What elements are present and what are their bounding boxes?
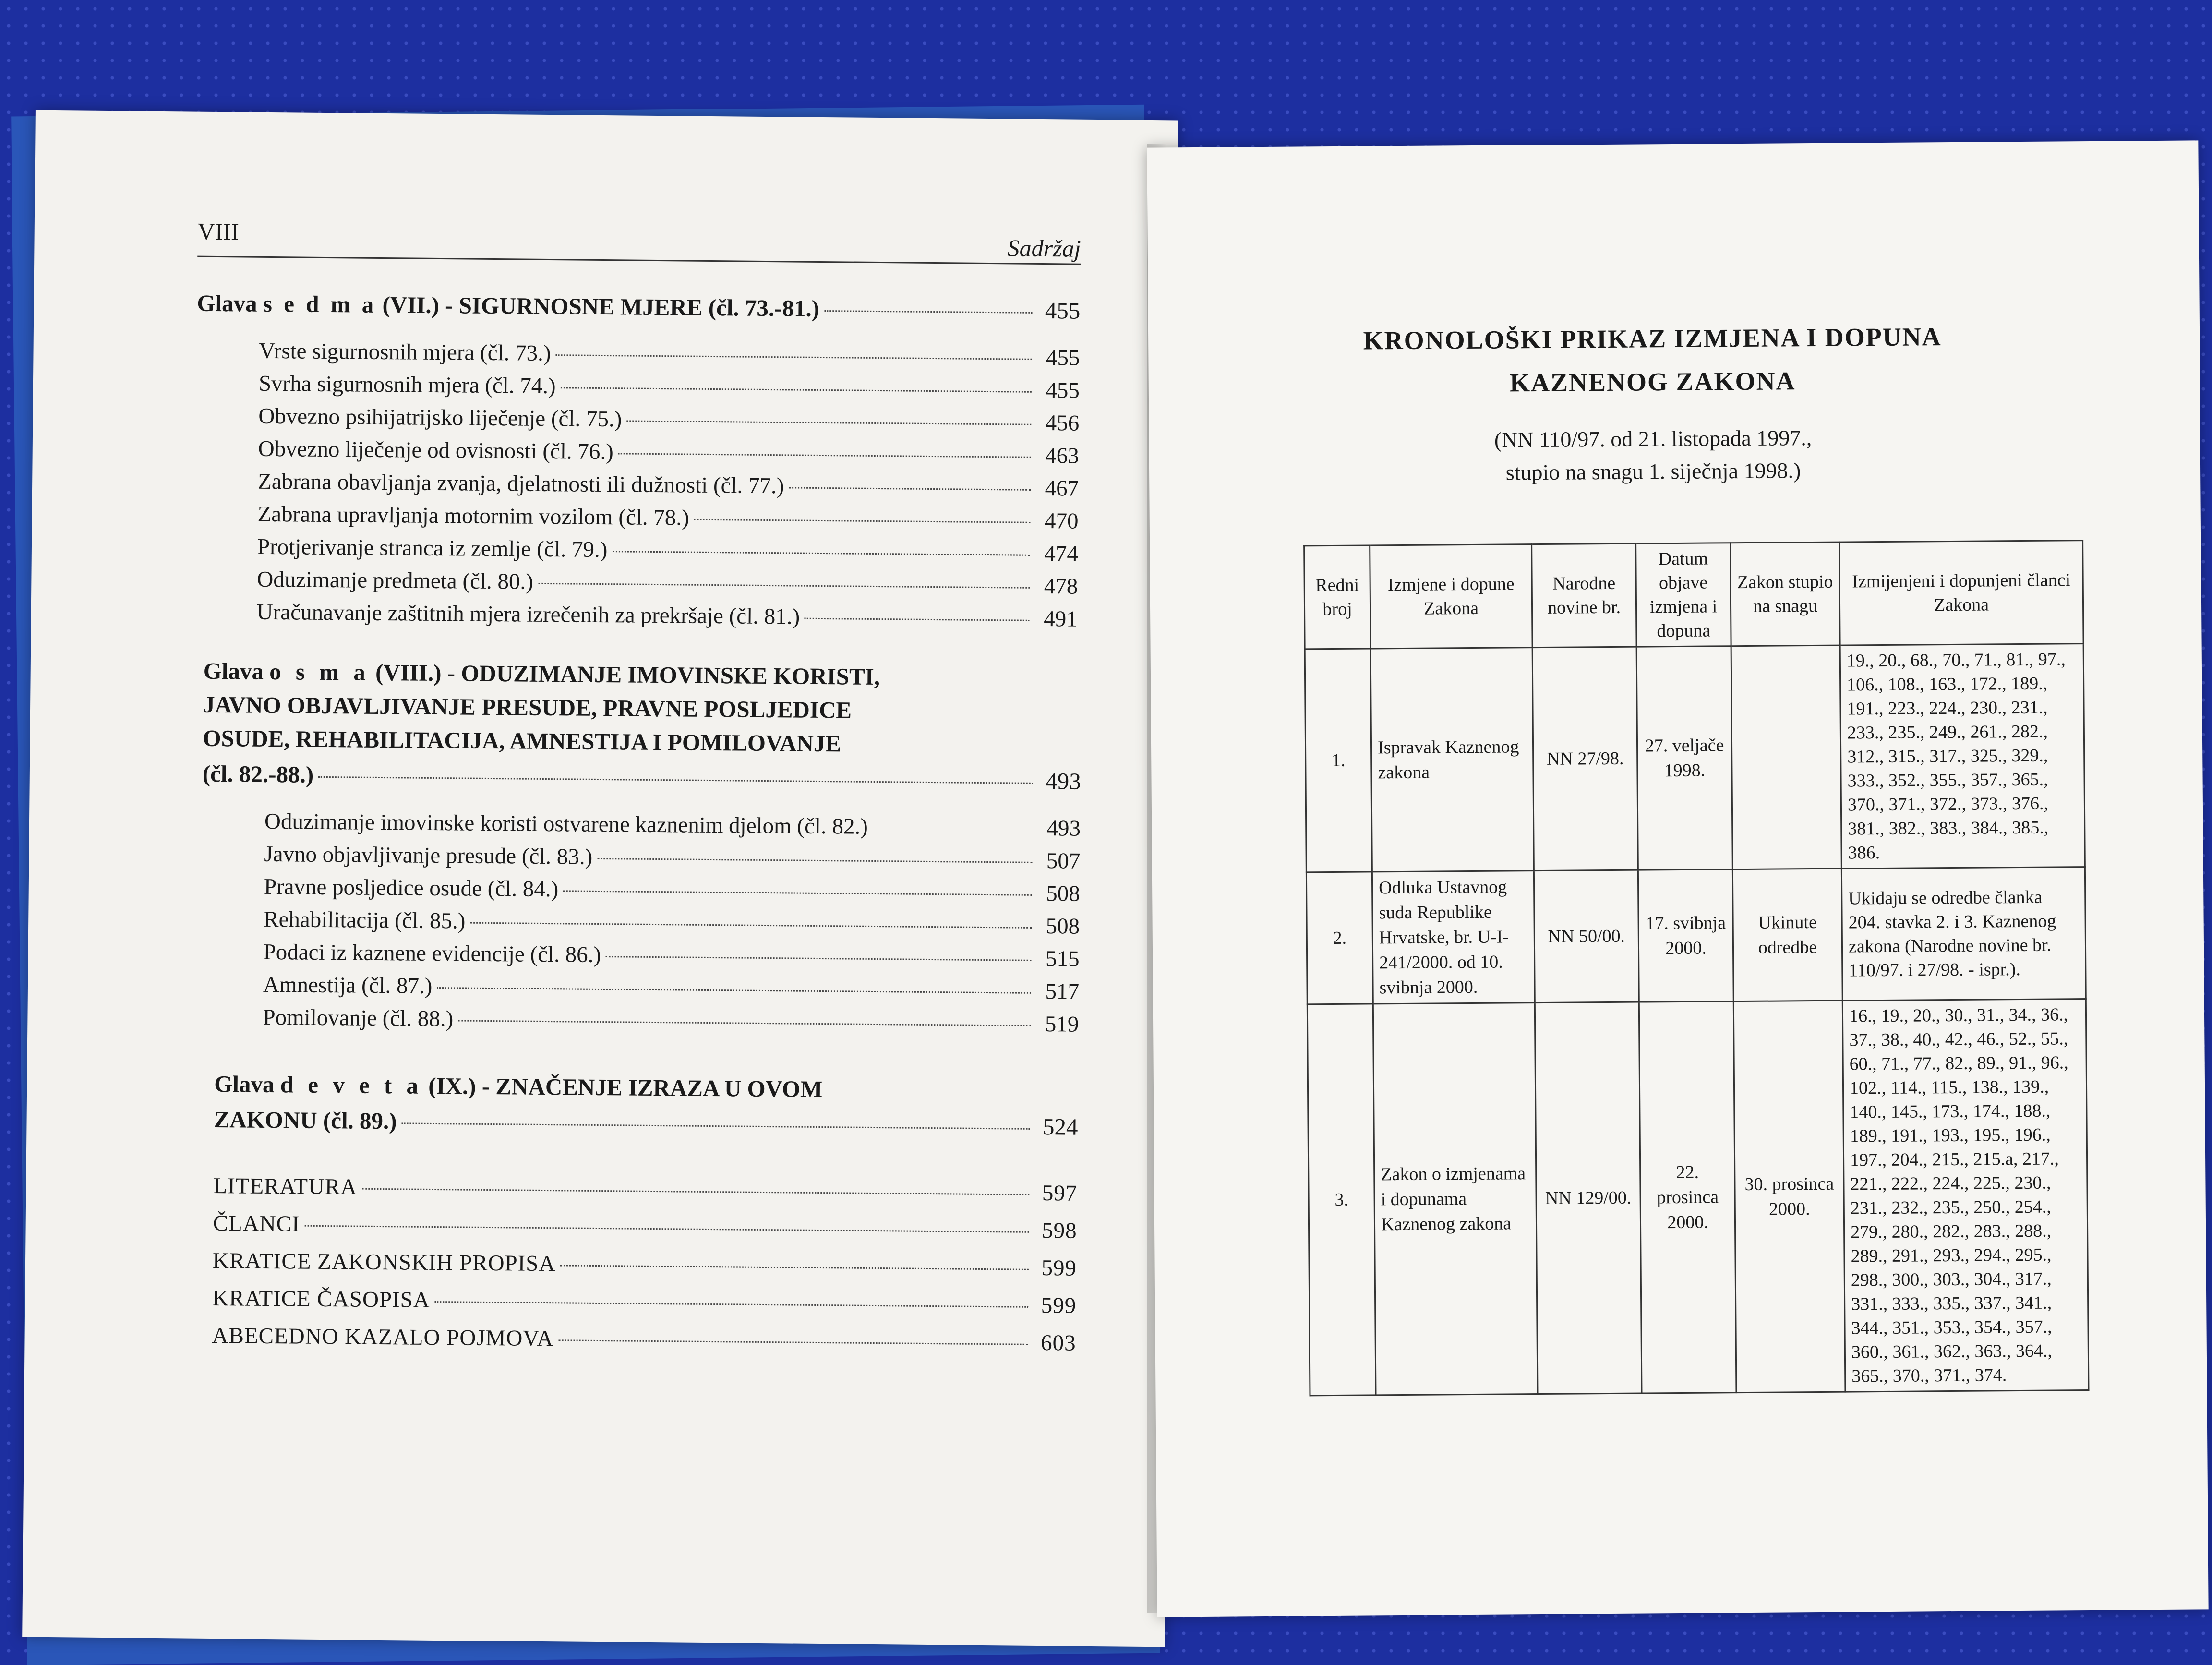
right-page	[1147, 140, 2208, 1617]
toc-entry-page: 597	[1042, 1181, 1078, 1206]
toc-entry-label: Zabrana obavljanja zvanja, djelatnosti ili dužnosti (čl. 77.)	[257, 469, 784, 499]
toc-entry	[257, 567, 1078, 600]
table-row	[1307, 999, 2089, 1396]
row-number: 3.	[1307, 1004, 1376, 1396]
amendment-name: Zakon o izmjenama i dopunama Kaznenog zakona	[1373, 1003, 1538, 1395]
running-title: Sadržaj	[1007, 234, 1081, 262]
effective-date: 30. prosinca 2000.	[1733, 1001, 1845, 1393]
amended-articles: Ukidaju se odredbe članka 204. stavka 2. i 3. Kaznenog zakona (Narodne novine br. 110/97. i 27/98. - ispr.).	[1841, 867, 2086, 1001]
toc-entry-label: Oduzimanje imovinske koristi ostvarene kaznenim djelom (čl. 82.)	[264, 808, 868, 839]
toc-entry	[258, 436, 1079, 469]
gazette-number: NN 27/98.	[1532, 647, 1638, 871]
toc-entry	[212, 1285, 1076, 1319]
dot-leader	[558, 1339, 1028, 1345]
toc-entry-page: 470	[1044, 508, 1079, 534]
chapter-title-line: (čl. 82.-88.)	[202, 760, 314, 788]
chapter-title-line: (VIII.) - ODUZIMANJE IMOVINSKE KORISTI,	[375, 659, 880, 690]
column-header: Narodne novine br.	[1532, 543, 1636, 648]
toc-entry-page: 599	[1041, 1255, 1077, 1281]
chapter-number-word: d e v e t a	[280, 1071, 423, 1099]
toc-entry	[264, 841, 1080, 874]
toc-entry	[257, 534, 1078, 567]
dot-leader	[318, 776, 1033, 784]
toc-entry	[213, 1248, 1077, 1281]
chapter-8-last-line	[203, 760, 1081, 795]
amendment-name: Odluka Ustavnog suda Republike Hrvatske, br. U-I-241/2000. od 10. svibnja 2000.	[1372, 871, 1535, 1004]
toc-entry	[259, 371, 1080, 404]
chapter-page: 455	[1045, 297, 1081, 324]
dot-leader	[362, 1188, 1029, 1195]
dot-leader	[597, 858, 1032, 863]
toc-entry-page: 467	[1045, 476, 1079, 501]
chapter-number-word: o s m a	[269, 658, 370, 686]
column-header: Redni broj	[1304, 545, 1370, 649]
toc-entry-label: Obvezno liječenje od ovisnosti (čl. 76.)	[258, 436, 614, 465]
column-header: Izmjene i dopune Zakona	[1370, 544, 1532, 649]
chapter-9-heading	[214, 1067, 1031, 1108]
amendments-table	[1303, 540, 2089, 1396]
toc-entry-page: 508	[1046, 881, 1080, 906]
toc-entry-page: 463	[1045, 443, 1079, 469]
toc-entry	[263, 1004, 1079, 1038]
chapter-title-line: OSUDE, REHABILITACIJA, AMNESTIJA I POMILOVANJE	[203, 724, 842, 757]
dot-leader	[561, 387, 1032, 393]
dot-leader	[626, 420, 1031, 425]
toc-entry	[264, 808, 1081, 842]
toc-entry-page: 478	[1044, 574, 1078, 599]
chapter-8-heading	[203, 654, 1020, 762]
gazette-number: NN 50/00.	[1534, 870, 1639, 1003]
amended-articles: 16., 19., 20., 30., 31., 34., 36., 37., 38., 40., 42., 46., 52., 55., 60., 71., 77., 82., 89., 91., 96., 102., 114., 115., 138., 139., 140., 145., 173., 174., 188., 189., 191., 193., 195., 196., 197., 204., 215., 215.a, 217., 221., 222., 224., 225., 230., 231., 232., 235., 250., 254., 279., 280., 282., 283., 288., 289., 291., 293., 294., 295., 298., 300., 303., 304., 317., 331., 333., 335., 337., 341., 344., 351., 353., 354., 357., 360., 361., 362., 363., 364., 365., 370., 371., 374.	[1842, 999, 2089, 1392]
toc-entry-label: Javno objavljivanje presude (čl. 83.)	[264, 841, 593, 869]
page-subtitle-line: stupio na snagu 1. siječnja 1998.)	[1505, 458, 1801, 485]
toc-entry-label: LITERATURA	[213, 1173, 358, 1200]
toc-entry	[263, 939, 1079, 972]
toc-entry-label: Vrste sigurnosnih mjera (čl. 73.)	[259, 338, 551, 366]
toc-entry-label: Pomilovanje (čl. 88.)	[263, 1004, 454, 1032]
toc-entry-label: Obvezno psihijatrijsko liječenje (čl. 75.)	[258, 403, 622, 432]
toc-entry-label: Rehabilitacija (čl. 85.)	[264, 906, 466, 934]
toc-entry-label: ČLANCI	[213, 1210, 300, 1237]
dot-leader	[470, 922, 1032, 929]
toc-entry-label: Protjerivanje stranca iz zemlje (čl. 79.)	[257, 534, 608, 563]
dot-leader	[305, 1225, 1029, 1233]
toc-entry-label: Zabrana upravljanja motornim vozilom (čl. 78.)	[257, 501, 690, 531]
toc-entry	[213, 1210, 1077, 1244]
table-row	[1305, 644, 2085, 872]
dot-leader	[606, 956, 1032, 961]
toc-entry-page: 603	[1040, 1330, 1076, 1356]
effective-date: Ukinute odredbe	[1732, 869, 1842, 1001]
toc-entry-page: 491	[1044, 606, 1078, 632]
toc-entry	[213, 1173, 1077, 1207]
dot-leader	[612, 551, 1030, 556]
dot-leader	[402, 1122, 1030, 1129]
toc-entry	[258, 469, 1079, 502]
toc-entry-label: Amnestija (čl. 87.)	[263, 972, 433, 999]
row-number: 2.	[1306, 872, 1373, 1004]
amendment-name: Ispravak Kaznenog zakona	[1370, 648, 1534, 872]
toc-entry-page: 493	[1046, 816, 1081, 841]
publication-date: 27. veljače 1998.	[1636, 646, 1732, 870]
chapter-title: (VII.) - SIGURNOSNE MJERE (čl. 73.-81.)	[382, 291, 820, 322]
page-subtitle	[1293, 420, 2013, 490]
chapter-page: 524	[1042, 1113, 1078, 1140]
dot-leader	[458, 1020, 1031, 1026]
toc-entry-label: Svrha sigurnosnih mjera (čl. 74.)	[258, 371, 556, 399]
toc-entry	[264, 906, 1080, 940]
chapter-title-line: ZAKONU (čl. 89.)	[214, 1106, 397, 1134]
dot-leader	[556, 354, 1032, 360]
dot-leader	[618, 453, 1031, 458]
dot-leader	[824, 310, 1032, 314]
toc-entry-label: Uračunavanje zaštitnih mjera izrečenih za prekršaje (čl. 81.)	[256, 599, 800, 629]
toc-entry-page: 507	[1046, 848, 1081, 874]
column-header: Izmijenjeni i dopunjeni članci Zakona	[1839, 541, 2083, 646]
column-header: Zakon stupio na snagu	[1731, 542, 1840, 646]
gazette-number: NN 129/00.	[1535, 1002, 1642, 1394]
chapter-9-last-line	[214, 1106, 1078, 1141]
publication-date: 17. svibnja 2000.	[1638, 869, 1733, 1002]
chapter-lead: Glava	[203, 657, 264, 685]
dot-leader	[805, 618, 1030, 621]
effective-date	[1731, 645, 1841, 869]
amended-articles: 19., 20., 68., 70., 71., 81., 97., 106., 108., 163., 172., 189., 191., 223., 224., 230., 231., 233., 235., 249., 261., 282., 312., 315., 317., 325., 329., 333., 352., 355., 357., 365., 370., 371., 372., 373., 376., 381., 382., 383., 384., 385., 386.	[1840, 644, 2085, 869]
column-header: Datum objave izmjena i dopuna	[1636, 543, 1731, 647]
chapter-title-line: (IX.) - ZNAČENJE IZRAZA U OVOM	[428, 1072, 823, 1103]
toc-entry-page: 508	[1046, 914, 1080, 939]
toc-entry	[264, 874, 1080, 907]
chapter-title-line: JAVNO OBJAVLJIVANJE PRESUDE, PRAVNE POSLJEDICE	[203, 691, 852, 724]
toc-entry-page: 515	[1045, 946, 1080, 972]
publication-date: 22. prosinca 2000.	[1639, 1001, 1736, 1393]
toc-entry-page: 455	[1046, 345, 1080, 371]
toc-entry-page: 455	[1046, 378, 1080, 403]
dot-leader	[435, 1301, 1029, 1308]
toc-entry-label: ABECEDNO KAZALO POJMOVA	[212, 1323, 554, 1351]
table-header-row	[1304, 541, 2083, 649]
toc-entry	[263, 972, 1079, 1005]
toc-entry	[257, 501, 1078, 534]
chapter-lead: Glava	[197, 290, 257, 317]
toc-entry-page: 599	[1041, 1293, 1077, 1318]
toc-entry-page: 598	[1041, 1218, 1077, 1243]
toc-entry-page: 474	[1044, 541, 1079, 567]
toc-entry	[257, 599, 1078, 632]
toc-entry	[212, 1323, 1076, 1356]
dot-leader	[873, 829, 1033, 831]
page-header	[197, 217, 1081, 265]
dot-leader	[560, 1265, 1029, 1270]
dot-leader	[694, 519, 1031, 523]
toc-entry-page: 517	[1045, 979, 1080, 1004]
toc-entry-label: Podaci iz kaznene evidencije (čl. 86.)	[263, 939, 601, 968]
dot-leader	[538, 583, 1030, 589]
page-number: VIII	[197, 217, 240, 245]
page-subtitle-line: (NN 110/97. od 21. listopada 1997.,	[1494, 425, 1812, 452]
chapter-lead: Glava	[214, 1071, 275, 1098]
toc-entry-label: KRATICE ČASOPISA	[212, 1285, 430, 1313]
toc-entry-label: Pravne posljedice osude (čl. 84.)	[264, 874, 559, 902]
page-title	[1292, 314, 2013, 406]
chapter-page: 493	[1046, 768, 1082, 795]
dot-leader	[563, 890, 1032, 896]
toc-entry-label: Oduzimanje predmeta (čl. 80.)	[257, 567, 534, 594]
toc-entry	[258, 403, 1079, 436]
table-row	[1306, 867, 2086, 1004]
toc-entry-label: KRATICE ZAKONSKIH PROPISA	[212, 1248, 556, 1277]
toc-entry-page: 456	[1045, 410, 1080, 436]
chapter-7-heading	[197, 290, 1080, 325]
page-title-line: KAZNENOG ZAKONA	[1509, 366, 1796, 398]
chapter-number-word: s e d m a	[263, 290, 377, 318]
dot-leader	[437, 987, 1031, 994]
toc-entry	[259, 338, 1080, 371]
dot-leader	[789, 487, 1031, 490]
toc-entry-page: 519	[1045, 1012, 1079, 1037]
row-number: 1.	[1305, 649, 1372, 872]
left-page	[22, 110, 1178, 1647]
page-title-line: KRONOLOŠKI PRIKAZ IZMJENA I DOPUNA	[1363, 322, 1942, 355]
